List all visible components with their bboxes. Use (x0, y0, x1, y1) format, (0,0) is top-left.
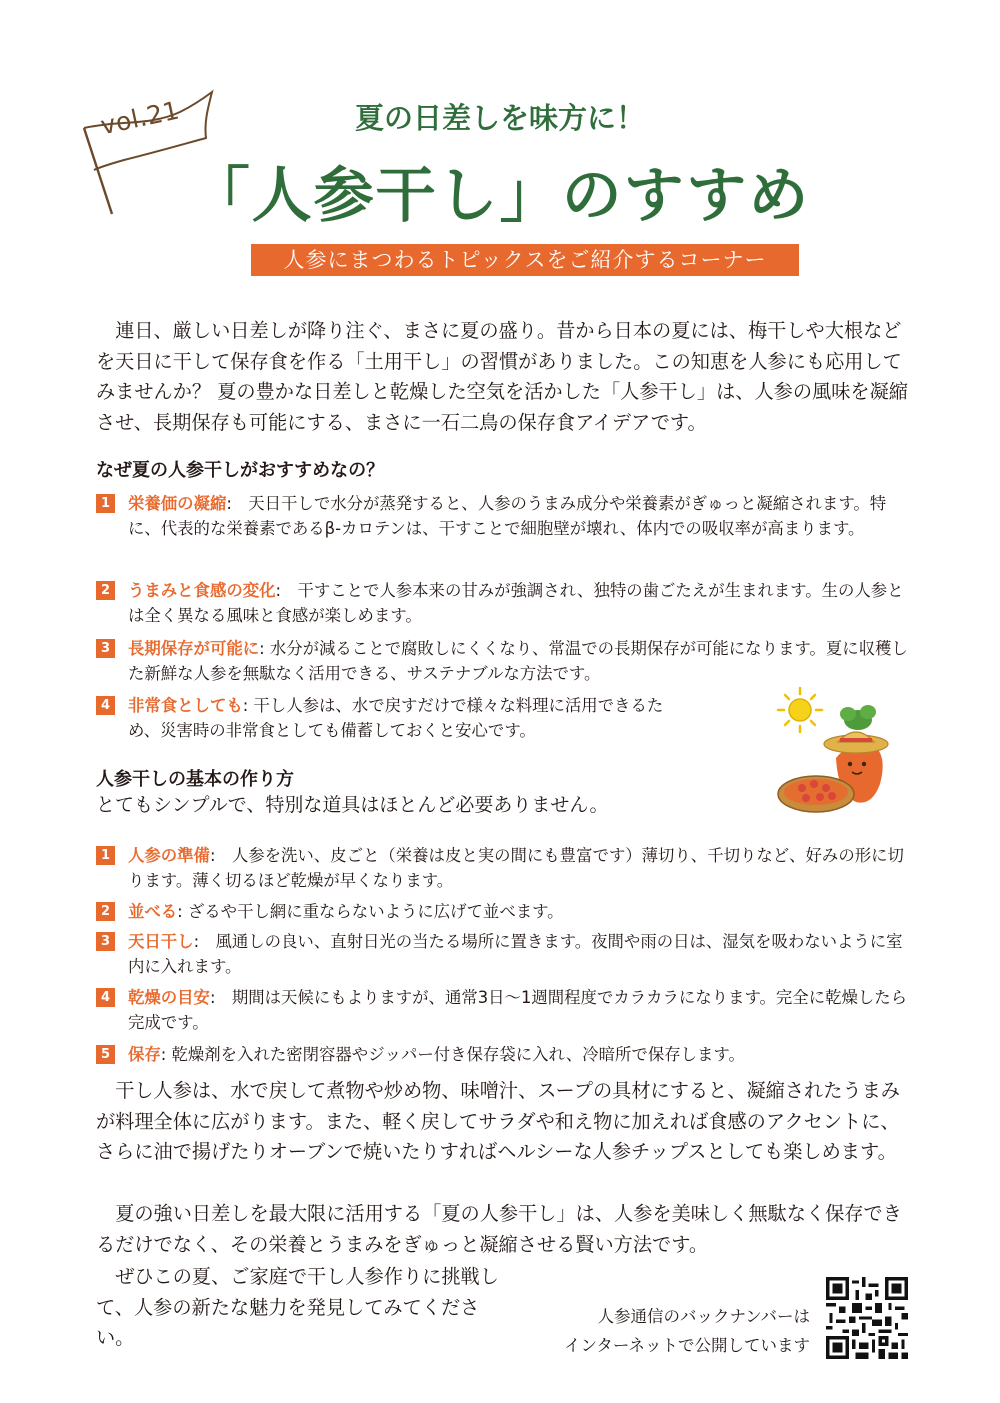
corner-banner: 人参にまつわるトピックスをご紹介するコーナー (251, 244, 799, 276)
item-text: 干し人参は、水で戻すだけで様々な料理に活用できるため、災害時の非常食としても備蓄しておくと安心です。 (128, 696, 664, 740)
item-text: 人参を洗い、皮ごと（栄養は皮と実の間にも豊富です）薄切り、千切りなど、好みの形に切ります。薄く切るほど乾燥が早くなります。 (128, 846, 904, 890)
item-term: 非常食としても (128, 696, 243, 715)
item-text: 天日干しで水分が蒸発すると、人参のうまみ成分や栄養素がぎゅっと凝縮されます。特に、代表的な栄養素であるβ-カロテンは、干すことで細胞壁が壊れ、体内での吸収率が高まります。 (128, 494, 887, 538)
item-term: 保存 (128, 1045, 161, 1064)
howto-item-3: 3 天日干し: 風通しの良い、直射日光の当たる場所に置きます。夜間や雨の日は、湿気を吸わないように室内に入れます。 (96, 930, 908, 979)
why-heading: なぜ夏の人参干しがおすすめなの？ (96, 460, 385, 481)
item-number: 4 (96, 696, 115, 715)
item-term: うまみと食感の変化 (128, 581, 276, 600)
why-item-1: 1 栄養価の凝縮: 天日干しで水分が蒸発すると、人参のうまみ成分や栄養素がぎゅっと凝縮されます。特に、代表的な栄養素であるβ-カロテンは、干すことで細胞壁が壊れ、体内での吸収率が高まります。 (96, 492, 908, 541)
why-item-4: 4 非常食としても: 干し人参は、水で戻すだけで様々な料理に活用できるため、災害時の非常食としても備蓄しておくと安心です。 (96, 694, 666, 743)
carrot-mascot-illustration (776, 684, 916, 824)
item-number: 4 (96, 988, 115, 1007)
item-term: 人参の準備 (128, 846, 210, 865)
closing-paragraph-3: ぜひこの夏、ご家庭で干し人参作りに挑戦して、人参の新たな魅力を発見してみてください。 (96, 1265, 499, 1349)
item-text: 風通しの良い、直射日光の当たる場所に置きます。夜間や雨の日は、湿気を吸わないように室内に入れます。 (128, 932, 903, 976)
item-number: 3 (96, 932, 115, 951)
closing-paragraph-1: 干し人参は、水で戻して煮物や炒め物、味噌汁、スープの具材にすると、凝縮されたうまみが料理全体に広がります。また、軽く戻してサラダや和え物に加えれば食感のアクセントに、さらに油で揚げたりオーブンで焼いたりすればヘルシーな人参チップスとしても楽しめます。 (96, 1079, 900, 1163)
page-subtitle: 夏の日差しを味方に！ (354, 101, 645, 135)
closing-paragraph-2: 夏の強い日差しを最大限に活用する「夏の人参干し」は、人参を美味しく無駄なく保存できるだけでなく、その栄養とうまみをぎゅっと凝縮させる賢い方法です。 (96, 1202, 902, 1256)
howto-heading: 人参干しの基本の作り方 (96, 769, 294, 790)
howto-item-1: 1 人参の準備: 人参を洗い、皮ごと（栄養は皮と実の間にも豊富です）薄切り、千切りなど、好みの形に切ります。薄く切るほど乾燥が早くなります。 (96, 844, 908, 893)
backnumber-line-1: 人参通信のバックナンバーは (597, 1307, 810, 1326)
item-number: 2 (96, 581, 115, 600)
why-item-2: 2 うまみと食感の変化: 干すことで人参本来の甘みが強調され、独特の歯ごたえが生まれます。生の人参とは全く異なる風味と食感が楽しめます。 (96, 579, 908, 628)
item-term: 天日干し (128, 932, 194, 951)
backnumber-note (564, 1302, 810, 1360)
item-number: 1 (96, 494, 115, 513)
item-term: 栄養価の凝縮 (128, 494, 227, 513)
page-title: 「人参干し」のすすめ (189, 161, 811, 231)
howto-item-4: 4 乾燥の目安: 期間は天候にもよりますが、通常3日〜1週間程度でカラカラになります。完全に乾燥したら完成です。 (96, 986, 908, 1035)
item-text: 水分が減ることで腐敗しにくくなり、常温での長期保存が可能になります。夏に収穫した新鮮な人参を無駄なく活用できる、サステナブルな方法です。 (128, 639, 908, 683)
item-text: 乾燥剤を入れた密閉容器やジッパー付き保存袋に入れ、冷暗所で保存します。 (171, 1045, 745, 1064)
howto-item-2: 2 並べる: ざるや干し網に重ならないように広げて並べます。 (96, 900, 908, 925)
item-text: 期間は天候にもよりますが、通常3日〜1週間程度でカラカラになります。完全に乾燥したら完成です。 (128, 988, 908, 1032)
vol-label: vol.21 (98, 95, 183, 141)
item-term: 並べる (128, 902, 178, 921)
qr-code[interactable] (826, 1277, 908, 1359)
howto-lead: とてもシンプルで、特別な道具はほとんど必要ありません。 (96, 794, 609, 816)
item-number: 1 (96, 846, 115, 865)
sun-icon (778, 688, 822, 732)
item-text: 干すことで人参本来の甘みが強調され、独特の歯ごたえが生まれます。生の人参とは全く異なる風味と食感が楽しめます。 (128, 581, 904, 625)
item-term: 乾燥の目安 (128, 988, 210, 1007)
item-text: ざるや干し網に重ならないように広げて並べます。 (187, 902, 564, 921)
item-number: 3 (96, 639, 115, 658)
backnumber-line-2: インターネットで公開しています (563, 1336, 810, 1355)
item-number: 5 (96, 1045, 115, 1064)
intro-paragraph: 連日、厳しい日差しが降り注ぐ、まさに夏の盛り。昔から日本の夏には、梅干しや大根などを天日に干して保存食を作る「土用干し」の習慣がありました。この知恵を人参にも応用してみませんか？ 夏の豊かな日差しと乾燥した空気を活かした「人参干し」は、人参の風味を凝縮させ、長期保存も可能にする、まさに一石二鳥の保存食アイデアです。 (96, 319, 908, 434)
item-term: 長期保存が可能に (128, 639, 260, 658)
howto-item-5: 5 保存: 乾燥剤を入れた密閉容器やジッパー付き保存袋に入れ、冷暗所で保存します。 (96, 1043, 908, 1068)
item-number: 2 (96, 902, 115, 921)
why-item-3: 3 長期保存が可能に: 水分が減ることで腐敗しにくくなり、常温での長期保存が可能になります。夏に収穫した新鮮な人参を無駄なく活用できる、サステナブルな方法です。 (96, 637, 908, 686)
